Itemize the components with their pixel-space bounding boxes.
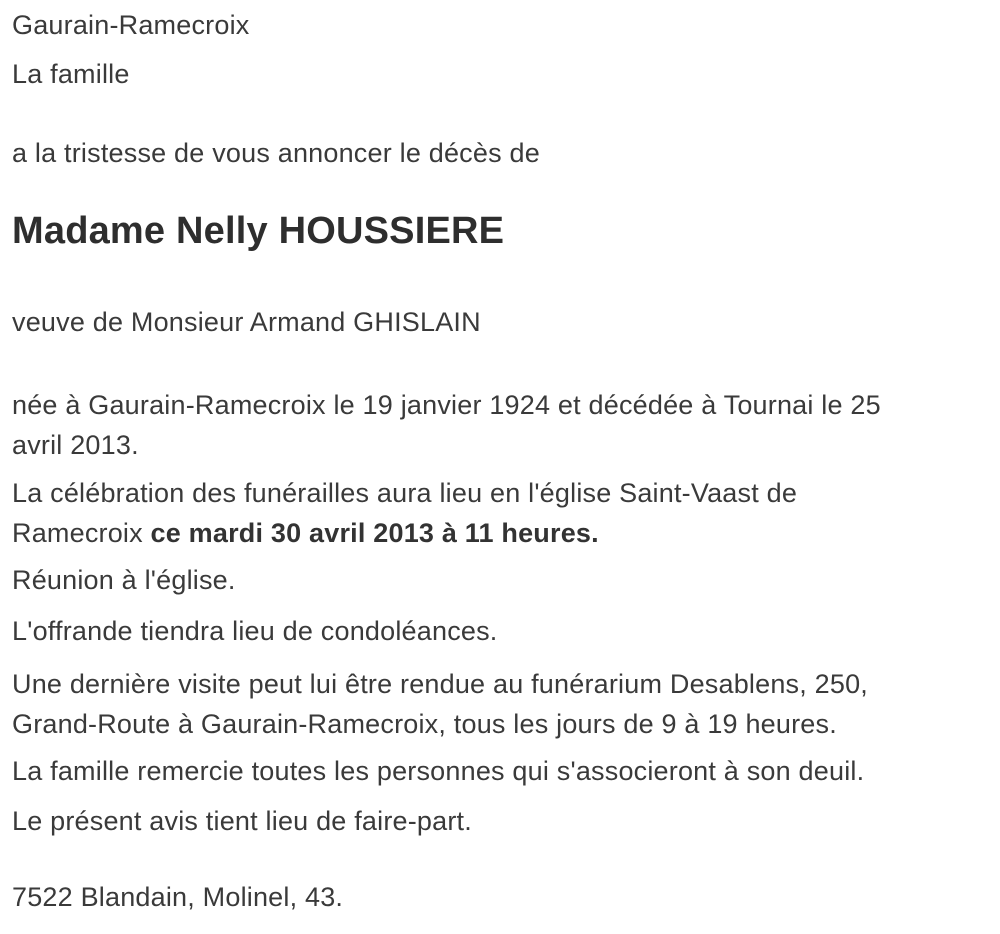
city-line: Gaurain-Ramecroix <box>12 10 250 40</box>
family-intro-line: La famille <box>12 59 130 89</box>
faire-part-line: Le présent avis tient lieu de faire-part. <box>12 806 472 836</box>
offering-line: L'offrande tiendra lieu de condoléances. <box>12 616 498 646</box>
birth-death-line: née à Gaurain-Ramecroix le 19 janvier 1924 et décédée à Tournai le 25 avril 2013. <box>12 390 881 460</box>
spouse-line: veuve de Monsieur Armand GHISLAIN <box>12 307 481 337</box>
deceased-name-heading: Madame Nelly HOUSSIERE <box>12 210 505 252</box>
thanks-line: La famille remercie toutes les personnes qui s'associeront à son deuil. <box>12 756 865 786</box>
address-line: 7522 Blandain, Molinel, 43. <box>12 882 344 912</box>
ceremony-line-regular: La célébration des funérailles aura lieu en l'église Saint-Vaast de Ramecroix <box>12 478 798 548</box>
ceremony-line-bold: ce mardi 30 avril 2013 à 11 heures. <box>150 518 599 548</box>
announcement-line: a la tristesse de vous annoncer le décès de <box>12 138 540 168</box>
meeting-line: Réunion à l'église. <box>12 565 236 595</box>
ceremony-line <box>12 473 892 553</box>
funeral-home-visit-line: Une dernière visite peut lui être rendue au funérarium Desablens, 250, Grand-Route à Gaurain-Ramecroix, tous les jours de 9 à 19 heures. <box>12 669 868 739</box>
